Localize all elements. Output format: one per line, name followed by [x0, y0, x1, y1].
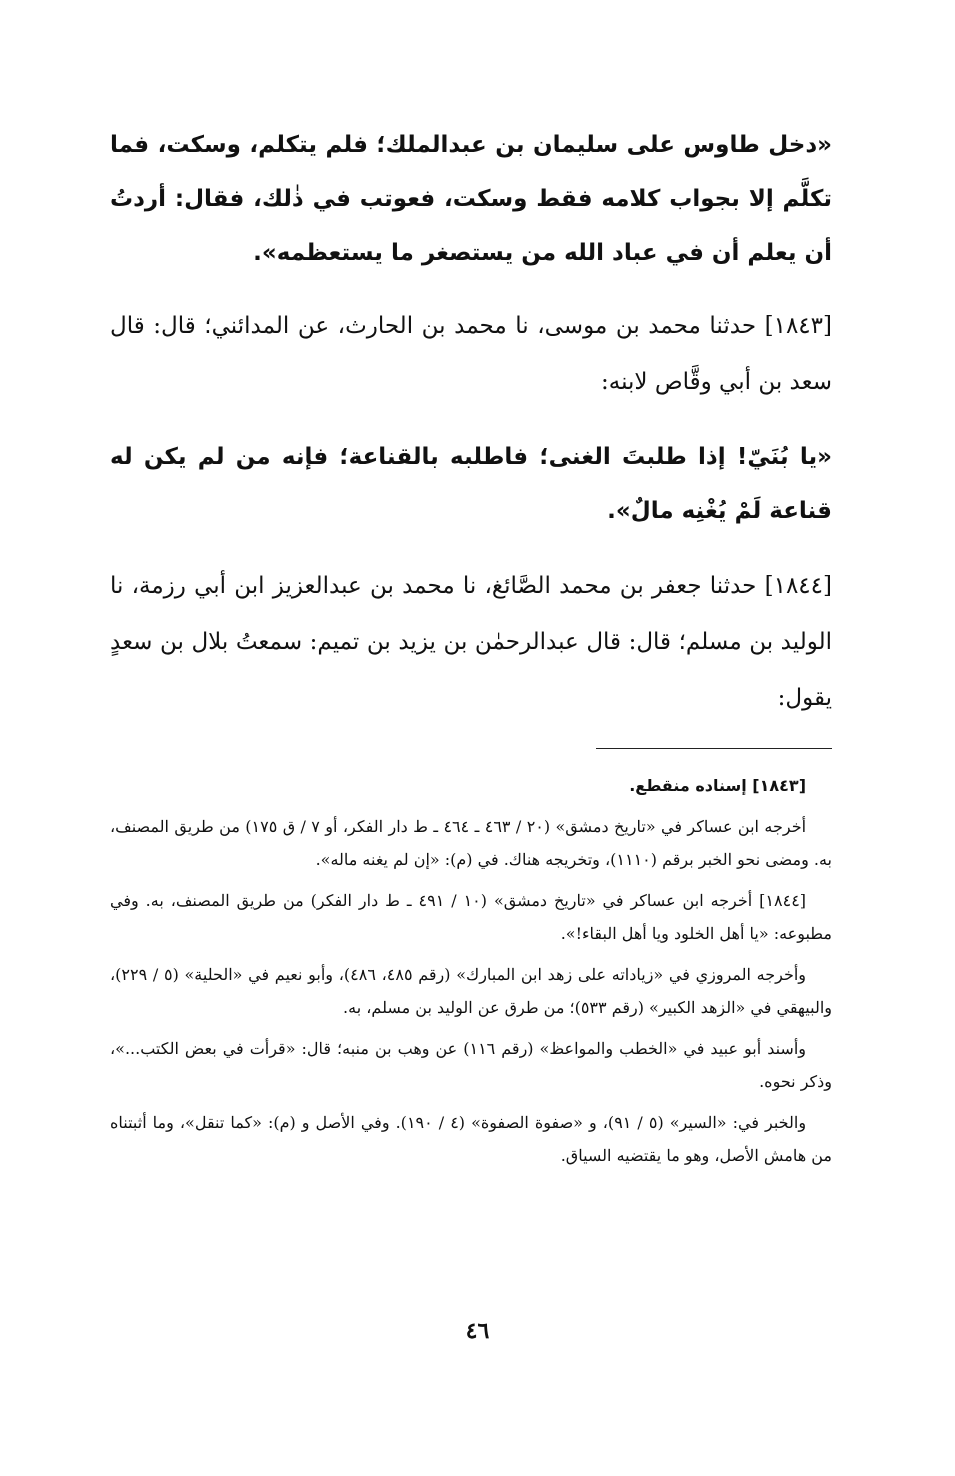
hadith-1843-chain: [١٨٤٣] حدثنا محمد بن موسى، نا محمد بن الحارث، عن المدائني؛ قال: قال سعد بن أبي وقَّاص لابنه:	[110, 313, 832, 395]
footnote-1844-marwazi: وأخرجه المروزي في «زياداته على زهد ابن المبارك» (رقم ٤٨٥، ٤٨٦)، وأبو نعيم في «الحلية» (٥ / ٢٢٩)، والبيهقي في «الزهد الكبير» (رقم ٥٣٣)؛ من طرق عن الوليد بن مسلم، به.	[110, 965, 832, 1017]
quote-tawus: «دخل طاوس على سليمان بن عبدالملك؛ فلم يتكلم، وسكت، فما تكلَّم إلا بجواب كلامه فقط وسكت، فعوتب في ذٰلك، فقال: أردتُ أن يعلم أن في عباد الله من يستصغر ما يستعظمه».	[110, 132, 832, 266]
hadith-1844-chain: [١٨٤٤] حدثنا جعفر بن محمد الصَّائغ، نا محمد بن عبدالعزيز ابن أبي رزمة، نا الوليد بن مسلم؛ قال: قال عبدالرحمٰن بن يزيد بن تميم: سمعتُ بلال بن سعدٍ يقول:	[110, 573, 832, 711]
footnote-1844-sources: والخبر في: «السير» (٥ / ٩١)، و «صفوة الصفوة» (٤ / ١٩٠). وفي الأصل و (م): «كما تنقل»، وما أثبتناه من هامش الأصل، وهو ما يقتضيه السياق.	[110, 1113, 832, 1165]
footnote-1844-abu-ubaid: وأسند أبو عبيد في «الخطب والمواعظ» (رقم ١١٦) عن وهب بن منبه؛ قال: «قرأت في بعض الكتب...»، وذكر نحوه.	[110, 1039, 832, 1091]
footnote-1843-body: أخرجه ابن عساكر في «تاريخ دمشق» (٢٠ / ٤٦٣ ـ ٤٦٤ ـ ط دار الفكر، أو ٧ / ق ١٧٥) من طريق المصنف، به. ومضى نحو الخبر برقم (١١١٠)، وتخريجه هناك. في (م): «إن لم يغنه ماله».	[110, 817, 832, 869]
page-content	[110, 118, 832, 1180]
footnote-1844-body: [١٨٤٤] أخرجه ابن عساكر في «تاريخ دمشق» (١٠ / ٤٩١ ـ ط دار الفكر) من طريق المصنف، به. وفي مطبوعه: «يا أهل الخلود ويا أهل البقاء!».	[110, 891, 832, 943]
footnote-1843-head: [١٨٤٣] إسناده منقطع.	[629, 776, 806, 795]
quote-saad: «يا بُنَيّ! إذا طلبتَ الغنى؛ فاطلبه بالقناعة؛ فإنه من لم يكن له قناعة لَمْ يُغْنِه مالٌ».	[110, 444, 832, 524]
footnote-separator	[596, 748, 832, 749]
page-number: ٤٦	[465, 1318, 490, 1344]
footnotes	[110, 769, 832, 1172]
